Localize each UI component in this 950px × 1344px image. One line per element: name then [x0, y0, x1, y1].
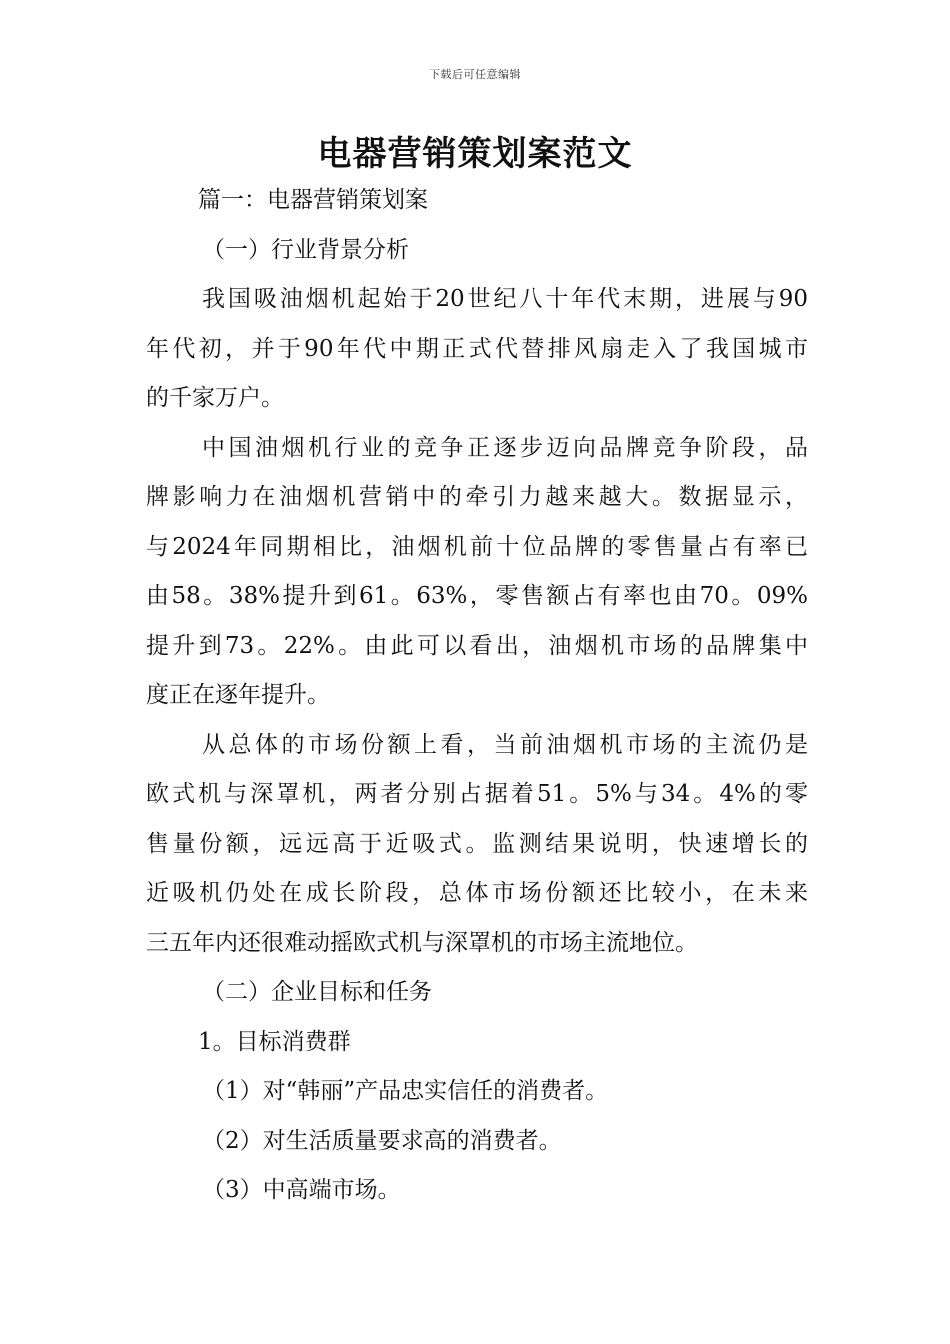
list-heading: 1。目标消费群 [198, 1028, 351, 1055]
paragraph-line: 中国油烟机行业的竞争正逐步迈向品牌竞争阶段，品 [202, 434, 808, 461]
paragraph-line: 近吸机仍处在成长阶段，总体市场份额还比较小，在未来 [146, 880, 808, 906]
paragraph-line: 从总体的市场份额上看，当前油烟机市场的主流仍是 [202, 731, 808, 758]
paragraph-line: 提升到73。22%。由此可以看出，油烟机市场的品牌集中 [146, 632, 808, 659]
subsection-heading-2: （二）企业目标和任务 [202, 979, 432, 1005]
list-item: （3）中高端市场。 [202, 1177, 401, 1203]
paragraph-line: 三五年内还很难动摇欧式机与深罩机的市场主流地位。 [146, 929, 698, 956]
document-body [146, 176, 808, 1216]
paragraph-line: 售量份额，远远高于近吸式。监测结果说明，快速增长的 [146, 830, 808, 857]
list-item: （2）对生活质量要求高的消费者。 [202, 1127, 562, 1154]
paragraph-3 [146, 721, 808, 969]
paragraph-line: 的千家万户。 [146, 385, 284, 411]
paragraph-line: 度正在逐年提升。 [146, 682, 330, 708]
paragraph-line: 我国吸油烟机起始于20世纪八十年代末期，进展与90 [202, 286, 808, 312]
paragraph-line: 年代初，并于90年代中期正式代替排风扇走入了我国城市 [146, 335, 808, 362]
paragraph-line: 由58。38%提升到61。63%，零售额占有率也由70。09% [146, 583, 808, 609]
paragraph-line: 欧式机与深罩机，两者分别占据着51。5%与34。4%的零 [146, 781, 808, 807]
list-item: （1）对“韩丽”产品忠实信任的消费者。 [202, 1078, 609, 1104]
header-note: 下载后可任意编辑 [429, 68, 521, 81]
document-title: 电器营销策划案范文 [317, 134, 633, 174]
paragraph-line: 与2024年同期相比，油烟机前十位品牌的零售量占有率已 [146, 533, 808, 560]
paragraph-1 [146, 275, 808, 424]
paragraph-line: 牌影响力在油烟机营销中的牵引力越来越大。数据显示， [146, 484, 808, 510]
paragraph-2 [146, 424, 808, 721]
section-title: 篇一：电器营销策划案 [198, 187, 428, 213]
subsection-heading-1: （一）行业背景分析 [202, 236, 409, 263]
